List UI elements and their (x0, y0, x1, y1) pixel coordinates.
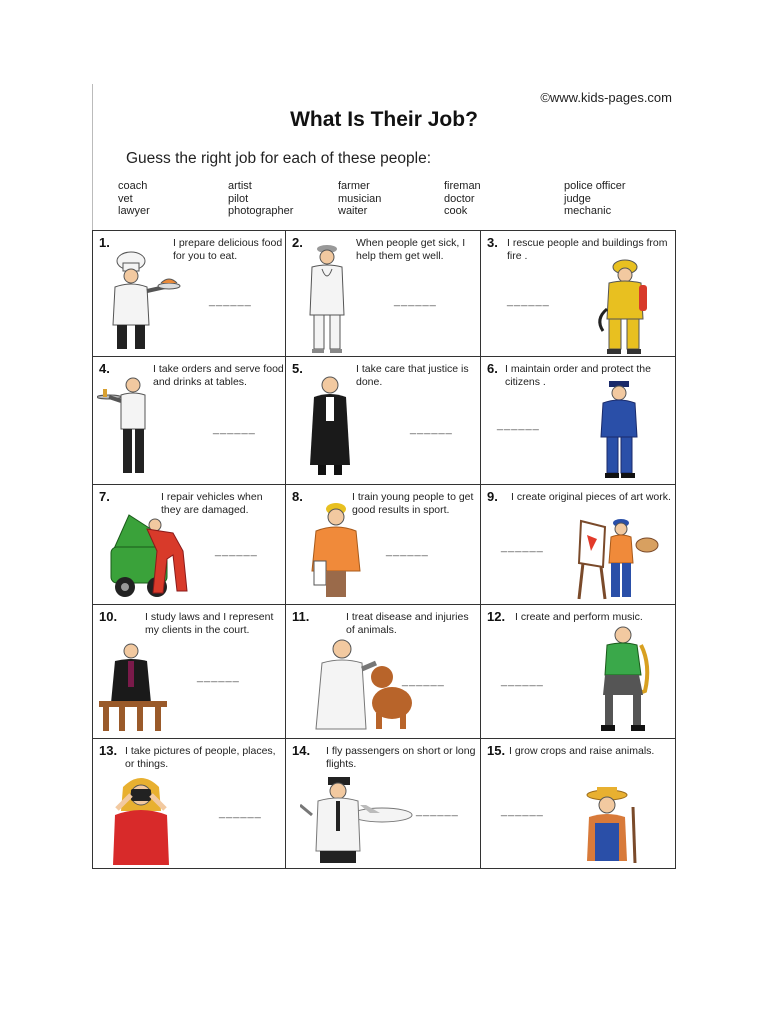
word-bank-column (444, 180, 481, 218)
page-edge (92, 84, 93, 234)
item-number: 6. (487, 361, 498, 376)
pilot-icon (300, 775, 414, 865)
clue-text: I create original pieces of art work. (511, 491, 671, 503)
police-officer-icon (595, 379, 645, 481)
clue-text: I maintain order and protect the citizens . (505, 363, 651, 388)
word-bank-word: judge (564, 192, 591, 205)
clue-text: I rescue people and buildings from fire . (507, 237, 668, 262)
item-number: 11. (292, 609, 310, 624)
clue-text: I take care that justice is done. (356, 363, 469, 388)
answer-blank[interactable]: ______ (507, 295, 550, 307)
waiter-icon (97, 375, 157, 481)
clue-text: I take orders and serve food and drinks at tables. (153, 363, 284, 388)
word-bank-word: waiter (338, 205, 368, 217)
copyright-notice: ©www.kids-pages.com (540, 90, 672, 105)
judge-icon (306, 375, 356, 479)
item-number: 13. (99, 743, 118, 758)
item-number: 14. (292, 743, 311, 758)
answer-blank[interactable]: ______ (501, 675, 544, 687)
item-number: 4. (99, 361, 110, 376)
answer-blank[interactable]: ______ (394, 295, 437, 307)
word-bank-column (228, 180, 293, 218)
answer-blank[interactable]: ______ (209, 295, 252, 307)
answer-blank[interactable]: ______ (501, 541, 544, 553)
job-card (481, 605, 676, 739)
item-number: 1. (99, 235, 110, 250)
answer-blank[interactable]: ______ (497, 419, 540, 431)
clue-text: I study laws and I represent my clients in the court. (145, 611, 274, 636)
word-bank-word: artist (228, 180, 252, 192)
clue-text: I treat disease and injuries of animals. (346, 611, 469, 636)
answer-blank[interactable]: ______ (386, 545, 429, 557)
clue-text: I repair vehicles when they are damaged. (161, 491, 263, 516)
clue-text: I take pictures of people, places, or things. (125, 745, 276, 770)
answer-blank[interactable]: ______ (402, 675, 445, 687)
job-card (481, 485, 676, 605)
job-grid (92, 230, 676, 869)
farmer-icon (581, 787, 641, 867)
job-card (481, 231, 676, 357)
word-bank-word: police officer (564, 180, 626, 192)
job-card (286, 739, 481, 869)
doctor-icon (302, 241, 352, 355)
answer-blank[interactable]: ______ (197, 671, 240, 683)
job-card (92, 231, 286, 357)
instructions: Guess the right job for each of these people: (126, 150, 432, 167)
word-bank-word: coach (118, 180, 148, 192)
word-bank-word: fireman (444, 180, 481, 192)
word-bank-word: lawyer (118, 205, 150, 217)
job-card (92, 357, 286, 485)
answer-blank[interactable]: ______ (416, 805, 459, 817)
coach-icon (308, 501, 368, 601)
word-bank-word: pilot (228, 192, 249, 205)
job-card (286, 605, 481, 739)
item-number: 3. (487, 235, 498, 250)
lawyer-icon (97, 643, 171, 733)
item-number: 5. (292, 361, 303, 376)
word-bank-column (338, 180, 381, 218)
item-number: 9. (487, 489, 498, 504)
word-bank-word: doctor (444, 192, 475, 205)
clue-text: I train young people to get good results in sport. (352, 491, 474, 516)
answer-blank[interactable]: ______ (219, 807, 262, 819)
word-bank-word: farmer (338, 180, 370, 192)
job-card (481, 739, 676, 869)
word-bank-column (118, 180, 150, 218)
item-number: 15. (487, 743, 506, 758)
item-number: 10. (99, 609, 118, 624)
fireman-icon (593, 259, 657, 355)
worksheet (92, 84, 676, 868)
item-number: 2. (292, 235, 303, 250)
job-card (92, 605, 286, 739)
clue-text: I create and perform music. (515, 611, 643, 623)
job-card (286, 231, 481, 357)
word-bank-word: vet (118, 192, 133, 205)
photographer-icon (101, 775, 181, 867)
word-bank-word: cook (444, 205, 468, 217)
job-card (481, 357, 676, 485)
job-card (286, 357, 481, 485)
job-card (92, 739, 286, 869)
clue-text: I prepare delicious food for you to eat. (173, 237, 283, 262)
vet-icon (300, 633, 420, 733)
answer-blank[interactable]: ______ (501, 805, 544, 817)
artist-icon (575, 517, 661, 601)
item-number: 7. (99, 489, 110, 504)
page-title: What Is Their Job? (290, 108, 478, 131)
job-card (92, 485, 286, 605)
musician-icon (593, 625, 663, 735)
word-bank-column (564, 180, 626, 218)
item-number: 12. (487, 609, 506, 624)
answer-blank[interactable]: ______ (410, 423, 453, 435)
word-bank-word: photographer (228, 205, 294, 217)
cook-icon (101, 251, 181, 355)
clue-text: I fly passengers on short or long flights. (326, 745, 476, 770)
answer-blank[interactable]: ______ (215, 545, 258, 557)
clue-text: When people get sick, I help them get well. (356, 237, 466, 262)
clue-text: I grow crops and raise animals. (509, 745, 655, 757)
answer-blank[interactable]: ______ (213, 423, 256, 435)
mechanic-icon (109, 511, 195, 601)
job-card (286, 485, 481, 605)
word-bank-word: mechanic (564, 205, 612, 217)
item-number: 8. (292, 489, 303, 504)
word-bank-word: musician (338, 192, 382, 205)
